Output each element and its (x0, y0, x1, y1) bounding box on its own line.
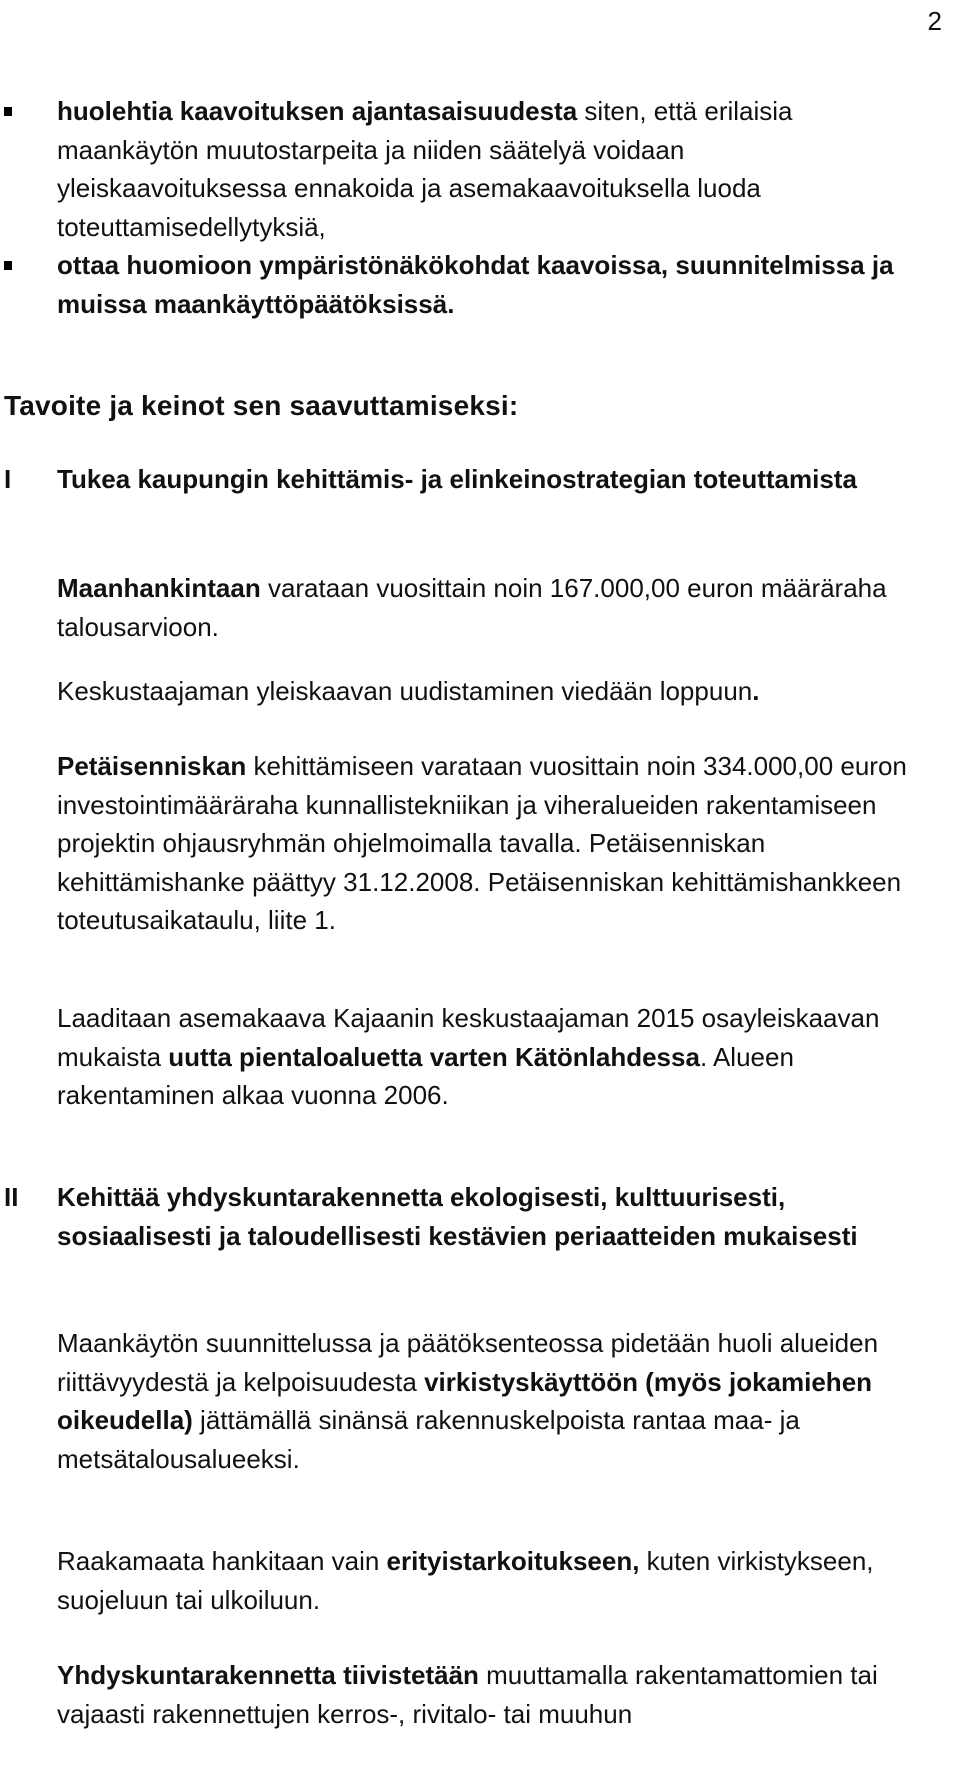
paragraph-bold: Maanhankintaan (57, 573, 261, 603)
bullet-bold-text: ottaa huomioon ympäristönäkökohdat kaavoissa, suunnitelmissa ja muissa maankäyttöpäätöksissä. (57, 250, 894, 319)
paragraph-text: kuten virkistykseen, suojeluun tai ulkoiluun. (57, 1546, 874, 1615)
paragraph-bold: erityistarkoitukseen, (386, 1546, 640, 1576)
paragraph-bold: Petäisenniskan (57, 751, 247, 781)
paragraph-raw-land (57, 1542, 917, 1619)
paragraph-general-plan (57, 672, 917, 711)
paragraph-bold: uutta pientaloaluetta varten Kätönlahdessa (168, 1041, 700, 1072)
paragraph-text: jättämällä sinänsä rakennuskelpoista rantaa maa- ja metsätalousalueeksi. (57, 1405, 800, 1474)
bullet-bold-text: huolehtia kaavoituksen ajantasaisuudesta (57, 96, 578, 126)
paragraph-text: varataan vuosittain noin 167.000,00 euron määräraha talousarvioon. (57, 573, 887, 642)
section-heading: Tavoite ja keinot sen saavuttamiseksi: (4, 390, 519, 421)
bullet-item (0, 246, 917, 323)
section-title: Kehittää yhdyskuntarakennetta ekologisesti, kulttuurisesti, sosiaalisesti ja taloudellisesti kestävien periaatteiden mukaisesti (57, 1182, 858, 1251)
paragraph-land-acquisition (57, 569, 917, 646)
bullet-item (0, 92, 917, 246)
paragraph-bold: virkistyskäyttöön (myös jokamiehen oikeudella) (57, 1366, 873, 1435)
roman-numeral: I (4, 464, 12, 494)
section-title: Tukea kaupungin kehittämis- ja elinkeinostrategian toteuttamista (57, 464, 857, 494)
roman-numeral: II (4, 1182, 19, 1212)
square-bullet-icon (4, 261, 12, 270)
paragraph-bold: Yhdyskuntarakennetta tiivistetään (57, 1660, 479, 1690)
paragraph-text: Raakamaata hankitaan vain (57, 1546, 387, 1576)
bullet-text: siten, että erilaisia maankäytön muutostarpeita ja niiden säätelyä voidaan yleiskaavoituksessa ennakoida ja asemakaavoituksella luoda toteuttamisedellytyksiä, (57, 96, 793, 242)
paragraph-text: Maankäytön suunnittelussa ja päätöksenteossa pidetään huoli alueiden riittävyydestä ja kelpoisuudesta (57, 1328, 879, 1397)
paragraph-petaisenniska (57, 747, 917, 940)
paragraph-text: kehittämiseen varataan vuosittain noin 334.000,00 euron investointimääräraha kunnallistekniikan ja viheralueiden rakentamiseen projektin ohjausryhmän ohjelmoimalla tavalla. Petäisenniskan kehittämishanke päättyy 31.12.2008. Petäisenniskan kehittämishankkeen toteutusaikataulu, liite 1. (57, 751, 907, 935)
bullet-list (0, 92, 960, 323)
paragraph-recreation (57, 1324, 917, 1478)
paragraph-densify (57, 1656, 917, 1733)
paragraph-katonlahti (57, 999, 917, 1115)
page-number: 2 (927, 6, 942, 36)
paragraph-bold: . (752, 676, 760, 706)
paragraph-text: muuttamalla rakentamattomien tai vajaasti rakennettujen kerros-, rivitalo- tai muuhun (57, 1660, 878, 1729)
square-bullet-icon (4, 107, 12, 116)
paragraph-text: Keskustaajaman yleiskaavan uudistaminen viedään loppuun (57, 676, 753, 706)
paragraph-text: . Alueen rakentaminen alkaa vuonna 2006. (57, 1041, 794, 1110)
paragraph-text: Laaditaan asemakaava Kajaanin keskustaajaman 2015 osayleiskaavan mukaista (57, 1003, 880, 1072)
